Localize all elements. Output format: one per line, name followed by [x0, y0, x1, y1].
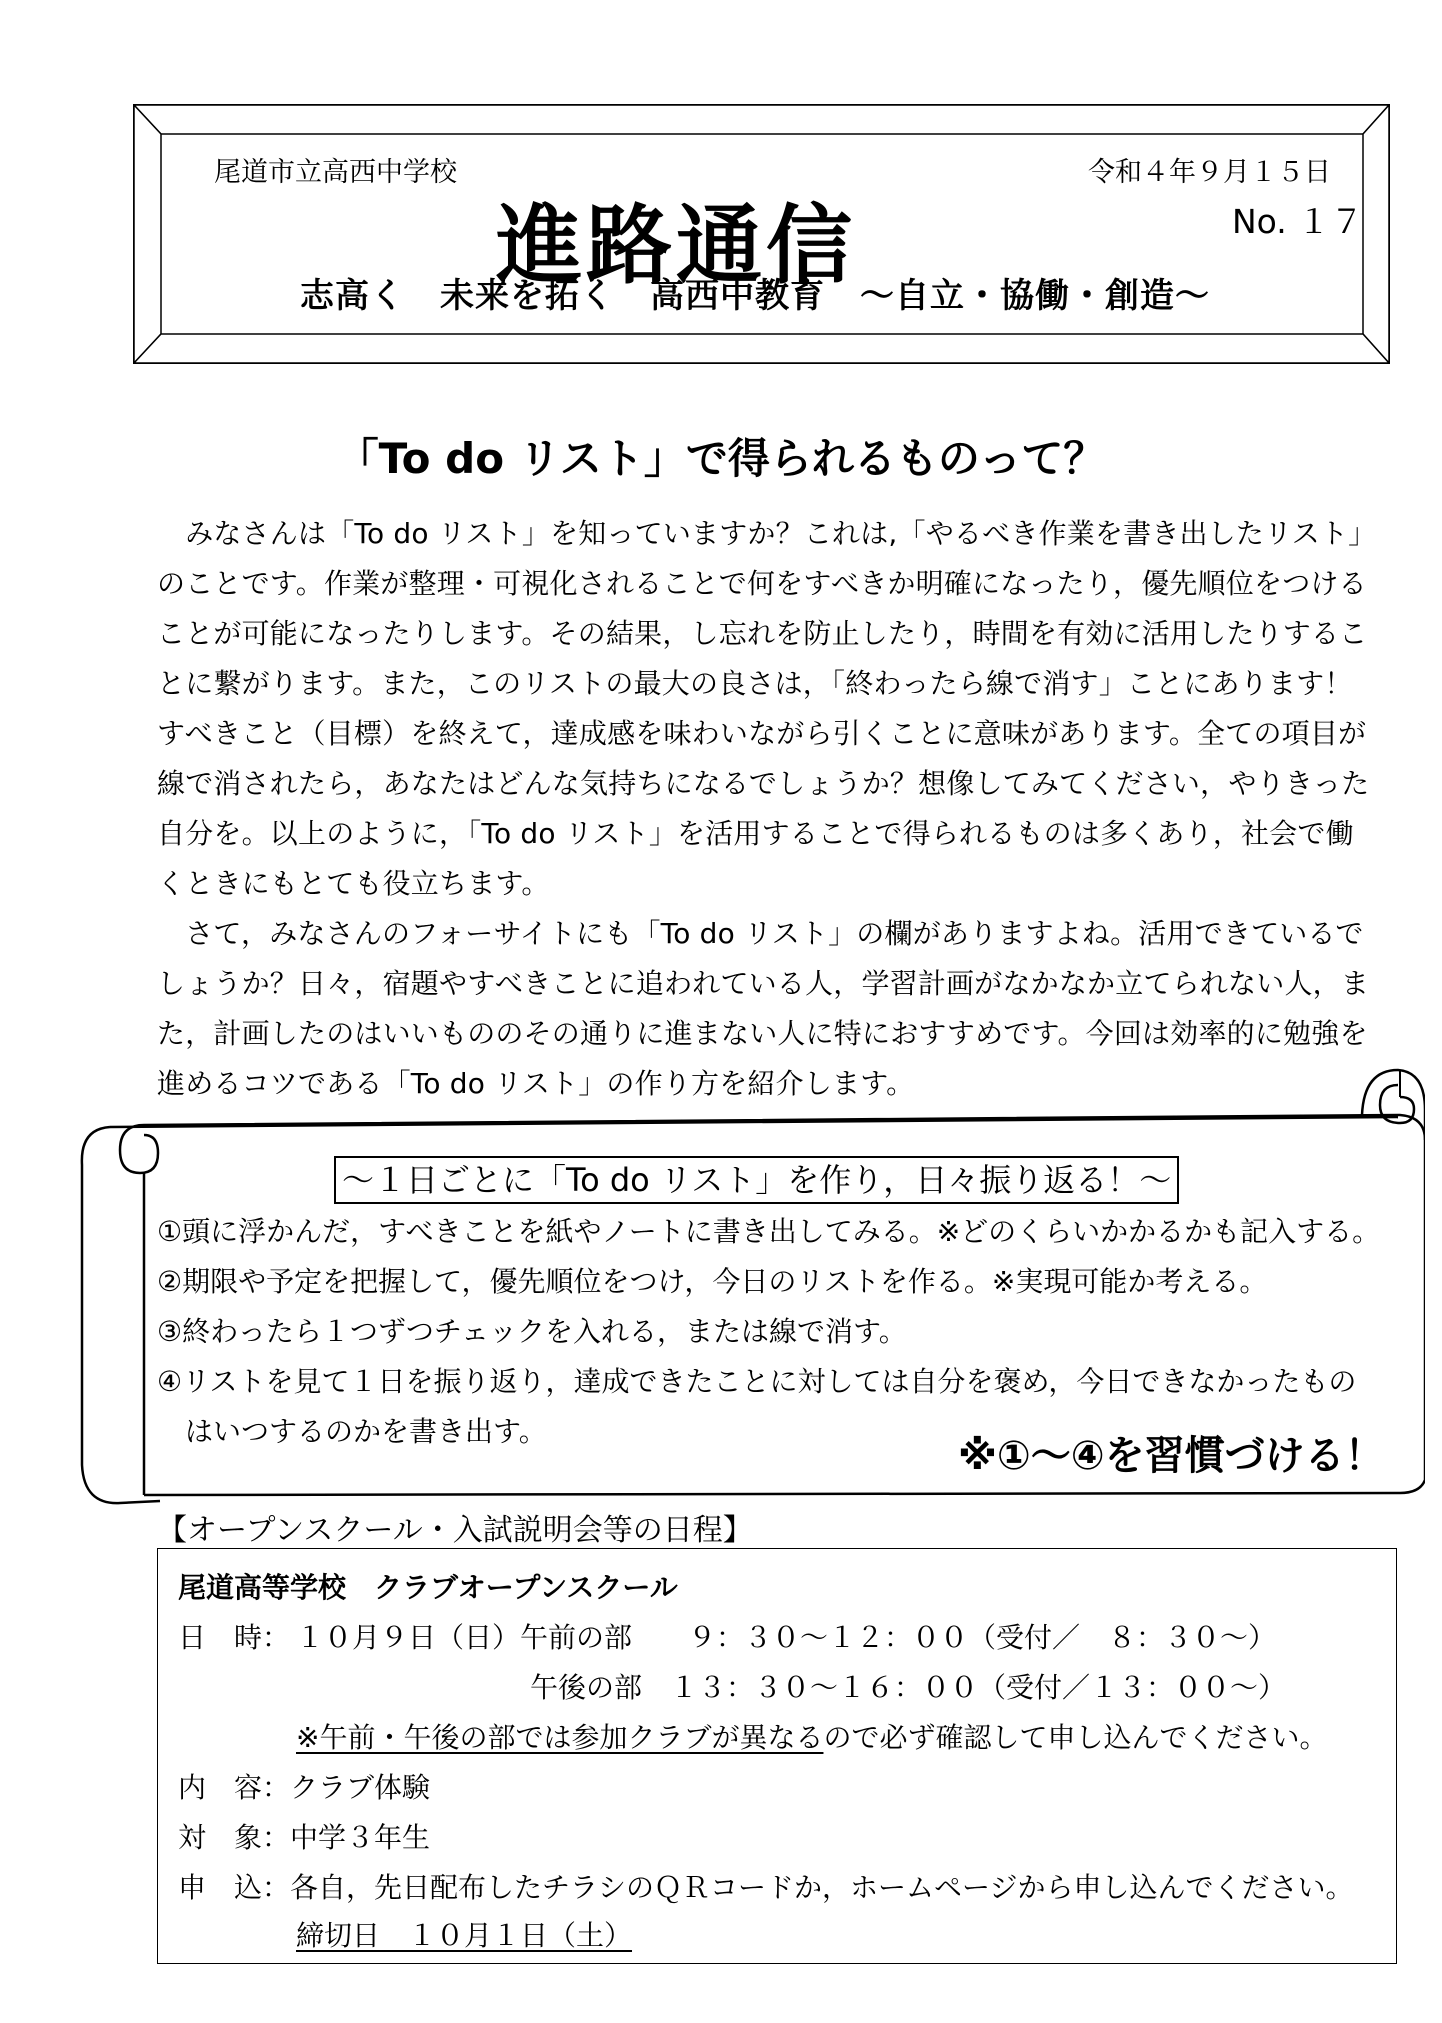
club-note-underlined: ※午前・午後の部では参加クラブが異なる [296, 1721, 824, 1754]
step-item: ②期限や予定を把握して，優先順位をつけ，今日のリストを作る。※実現可能か考える。 [157, 1265, 1268, 1298]
scroll-heading: ～１日ごとに「To do リスト」を作り，日々振り返る！～ [334, 1156, 1179, 1204]
step-item: ①頭に浮かんだ，すべきことを紙やノートに書き出してみる。※どのくらいかかるかも記入する。 [157, 1215, 1381, 1248]
article-line: とに繋がります。また，このリストの最大の良さは，「終わったら線で消す」ことにあります！ [157, 667, 1353, 700]
target-line: 対 象：中学３年生 [178, 1821, 431, 1854]
article-line: 自分を。以上のように，「To do リスト」を活用することで得られるものは多くあり，社会で働 [157, 817, 1354, 850]
issue-number: No. １７ [1232, 202, 1364, 241]
event-title: 尾道高等学校 クラブオープンスクール [178, 1571, 678, 1604]
article-line: ことが可能になったりします。その結果，し忘れを防止したり，時間を有効に活用したりするこ [157, 617, 1368, 650]
article-line: すべきこと（目標）を終えて，達成感を味わいながら引くことに意味があります。全ての項目が [157, 717, 1367, 750]
deadline-line: 締切日 １０月１日（土） [296, 1919, 633, 1952]
apply-line: 申 込：各自，先日配布したチラシのＱＲコードか，ホームページから申し込んでください。 [178, 1871, 1354, 1904]
habit-callout: ※①～④を習慣づける！ [958, 1433, 1385, 1479]
school-name: 尾道市立高西中学校 [214, 157, 457, 188]
datetime-label: 日 時： [178, 1621, 291, 1654]
article-line: さて，みなさんのフォーサイトにも「To do リスト」の欄がありますよね。活用できているで [157, 917, 1364, 950]
school-motto: 志高く 未来を拓く 高西中教育 ～自立・協働・創造～ [300, 276, 1210, 316]
datetime-morning: １０月９日（日）午前の部 ９：３０～１２：００（受付／ ８：３０～） [296, 1621, 1277, 1654]
article-title: 「To do リスト」で得られるものって？ [336, 434, 1106, 483]
schedule-heading: 【オープンスクール・入試説明会等の日程】 [157, 1513, 753, 1548]
step-item: ③終わったら１つずつチェックを入れる，または線で消す。 [157, 1315, 907, 1348]
article-line: 進めるコツである「To do リスト」の作り方を紹介します。 [157, 1067, 915, 1100]
issue-date: 令和４年９月１５日 [1088, 157, 1331, 188]
article-line: みなさんは「To do リスト」を知っていますか？これは,「やるべき作業を書き出したリスト」 [157, 517, 1377, 550]
article-line: しょうか？日々，宿題やすべきことに追われている人，学習計画がなかなか立てられない人，ま [157, 967, 1370, 1000]
datetime-afternoon: 午後の部 １３：３０～１６：００（受付／１３：００～） [530, 1671, 1287, 1704]
step-item: ④リストを見て１日を振り返り，達成できたことに対しては自分を褒め，今日できなかったもの [157, 1365, 1357, 1398]
content-line: 内 容：クラブ体験 [178, 1771, 431, 1804]
newsletter-title: 進路通信 [496, 196, 856, 296]
article-line: のことです。作業が整理・可視化されることで何をすべきか明確になったり，優先順位をつける [157, 567, 1367, 600]
club-note-rest: ので必ず確認して申し込んでください。 [823, 1721, 1328, 1754]
article-line: 線で消されたら，あなたはどんな気持ちになるでしょうか？想像してみてください，やりきった [157, 767, 1370, 800]
article-line: くときにもとても役立ちます。 [157, 867, 550, 900]
step-item: はいつするのかを書き出す。 [157, 1415, 547, 1448]
article-line: た，計画したのはいいもののその通りに進まない人に特におすすめです。今回は効率的に勉強を [157, 1017, 1368, 1050]
club-note [296, 1716, 1327, 1756]
